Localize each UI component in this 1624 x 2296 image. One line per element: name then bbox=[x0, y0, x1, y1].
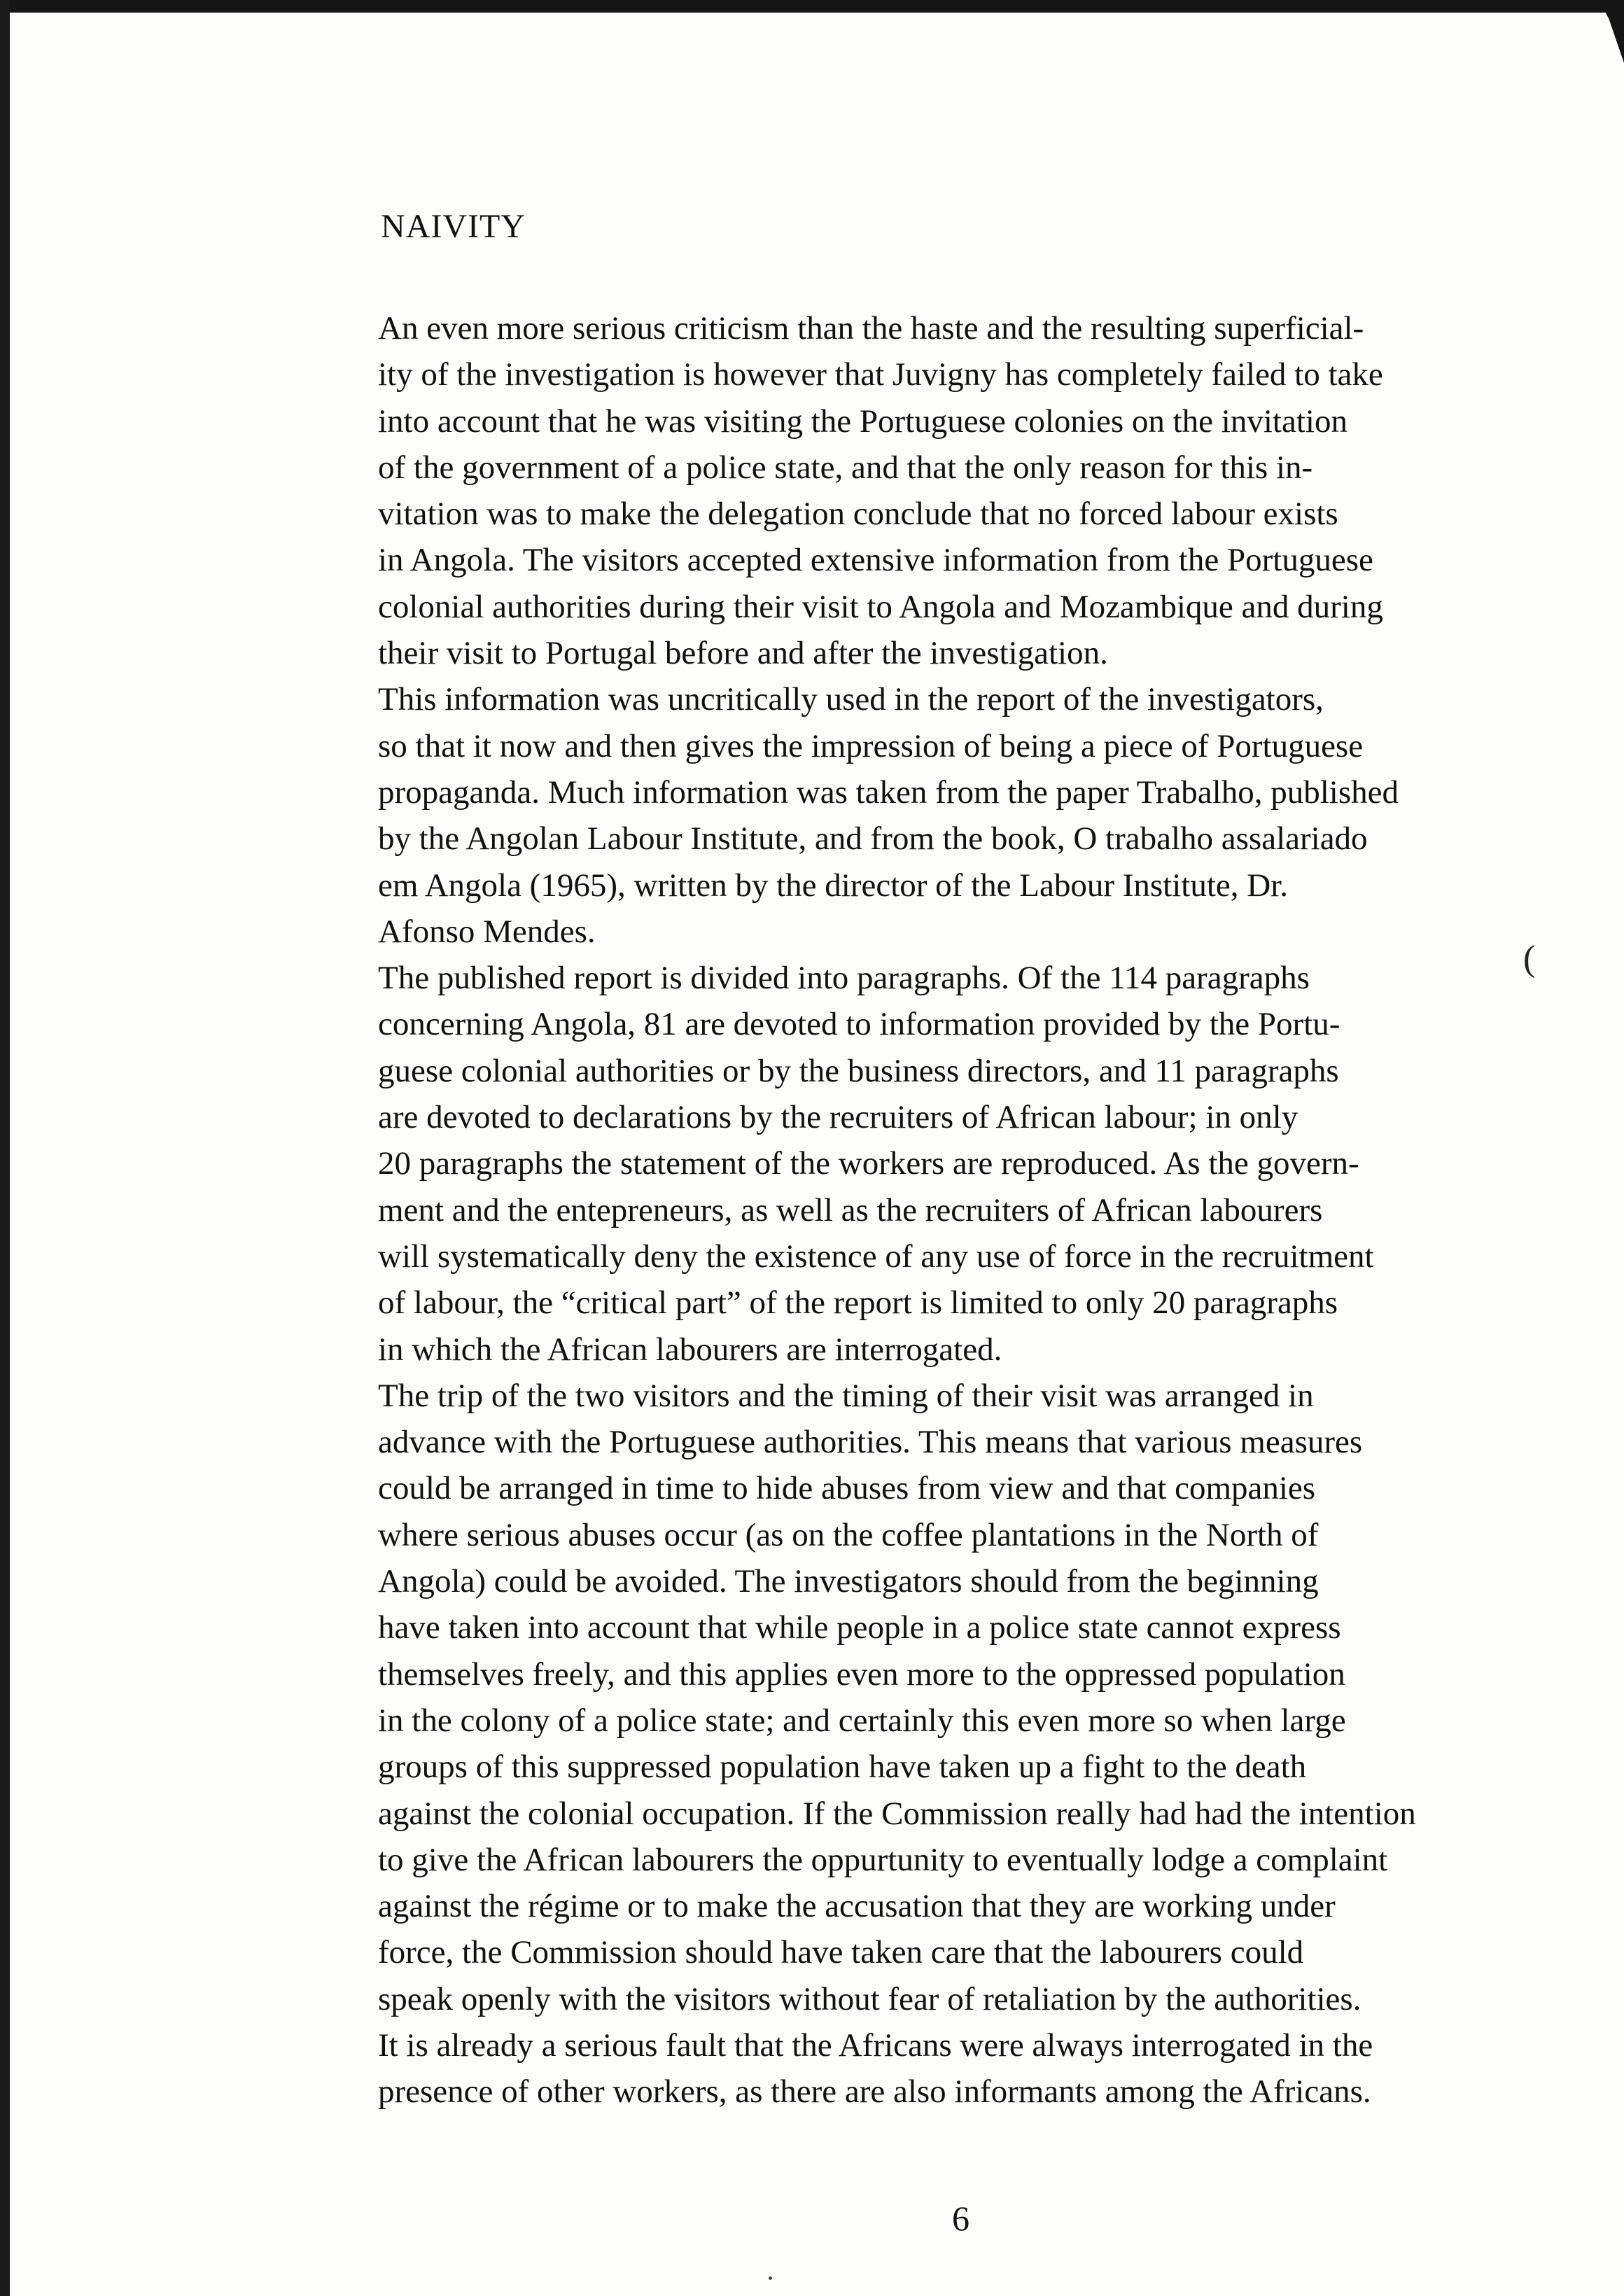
text-line: have taken into account that while people in a police state cannot express bbox=[378, 1609, 1341, 1646]
text-line: concerning Angola, 81 are devoted to information provided by the Portu- bbox=[378, 1006, 1340, 1043]
text-line: of the government of a police state, and that the only reason for this in- bbox=[378, 449, 1313, 486]
text-line: ity of the investigation is however that Juvigny has completely failed to take bbox=[378, 356, 1383, 393]
scan-speck bbox=[769, 2276, 772, 2280]
text-line: of labour, the “critical part” of the report is limited to only 20 paragraphs bbox=[378, 1284, 1338, 1322]
text-line: Afonso Mendes. bbox=[378, 913, 596, 950]
scan-edge-left bbox=[0, 0, 10, 2296]
text-line: The trip of the two visitors and the timing of their visit was arranged in bbox=[378, 1377, 1314, 1414]
section-heading: NAIVITY bbox=[381, 208, 526, 245]
text-line: will systematically deny the existence of any use of force in the recruitment bbox=[378, 1238, 1374, 1275]
text-line: em Angola (1965), written by the director of the Labour Institute, Dr. bbox=[378, 867, 1289, 904]
text-line: themselves freely, and this applies even more to the oppressed population bbox=[378, 1656, 1345, 1693]
text-line: It is already a serious fault that the Africans were always interrogated in the bbox=[378, 2026, 1373, 2064]
text-line: by the Angolan Labour Institute, and from the book, O trabalho assalariado bbox=[378, 820, 1368, 858]
text-line: so that it now and then gives the impression of being a piece of Portuguese bbox=[378, 727, 1364, 764]
text-line: The published report is divided into paragraphs. Of the 114 paragraphs bbox=[378, 960, 1310, 997]
text-line: Angola) could be avoided. The investigators should from the beginning bbox=[378, 1563, 1319, 1600]
scan-edge-top bbox=[0, 0, 1624, 13]
text-line: speak openly with the visitors without fear of retaliation by the authorities. bbox=[378, 1980, 1362, 2017]
text-line: to give the African labourers the oppurtunity to eventually lodge a complaint bbox=[378, 1841, 1388, 1878]
text-line: groups of this suppressed population have taken up a fight to the death bbox=[378, 1749, 1307, 1786]
text-line: force, the Commission should have taken care that the labourers could bbox=[378, 1934, 1304, 1971]
body-text bbox=[378, 305, 1596, 2115]
text-line: presence of other workers, as there are also informants among the Africans. bbox=[378, 2073, 1371, 2110]
text-line: in Angola. The visitors accepted extensive information from the Portuguese bbox=[378, 542, 1373, 579]
text-line: into account that he was visiting the Portuguese colonies on the invitation bbox=[378, 402, 1348, 440]
text-line: in the colony of a police state; and certainly this even more so when large bbox=[378, 1702, 1346, 1739]
text-line: advance with the Portuguese authorities. This means that various measures bbox=[378, 1424, 1363, 1461]
text-line: against the régime or to make the accusation that they are working under bbox=[378, 1888, 1336, 1925]
text-line: where serious abuses occur (as on the coffee plantations in the North of bbox=[378, 1516, 1319, 1553]
text-line: are devoted to declarations by the recruiters of African labour; in only bbox=[378, 1099, 1298, 1136]
text-line: 20 paragraphs the statement of the workers are reproduced. As the govern- bbox=[378, 1145, 1359, 1182]
text-line: This information was uncritically used in the report of the investigators, bbox=[378, 681, 1324, 718]
page-number: 6 bbox=[952, 2199, 969, 2238]
text-line: against the colonial occupation. If the Commission really had had the intention bbox=[378, 1795, 1416, 1832]
text-line: could be arranged in time to hide abuses from view and that companies bbox=[378, 1470, 1316, 1507]
text-line: colonial authorities during their visit to Angola and Mozambique and during bbox=[378, 588, 1383, 625]
text-line: in which the African labourers are interrogated. bbox=[378, 1331, 1002, 1368]
text-line: An even more serious criticism than the haste and the resulting superficial- bbox=[378, 310, 1364, 346]
text-line: guese colonial authorities or by the business directors, and 11 paragraphs bbox=[378, 1052, 1339, 1089]
text-line: propaganda. Much information was taken from the paper Trabalho, published bbox=[378, 774, 1399, 811]
text-line: vitation was to make the delegation conclude that no forced labour exists bbox=[378, 496, 1338, 533]
text-line: their visit to Portugal before and after the investigation. bbox=[378, 635, 1108, 672]
text-line: ment and the entepreneurs, as well as the recruiters of African labourers bbox=[378, 1191, 1323, 1228]
margin-mark: ( bbox=[1523, 939, 1536, 979]
